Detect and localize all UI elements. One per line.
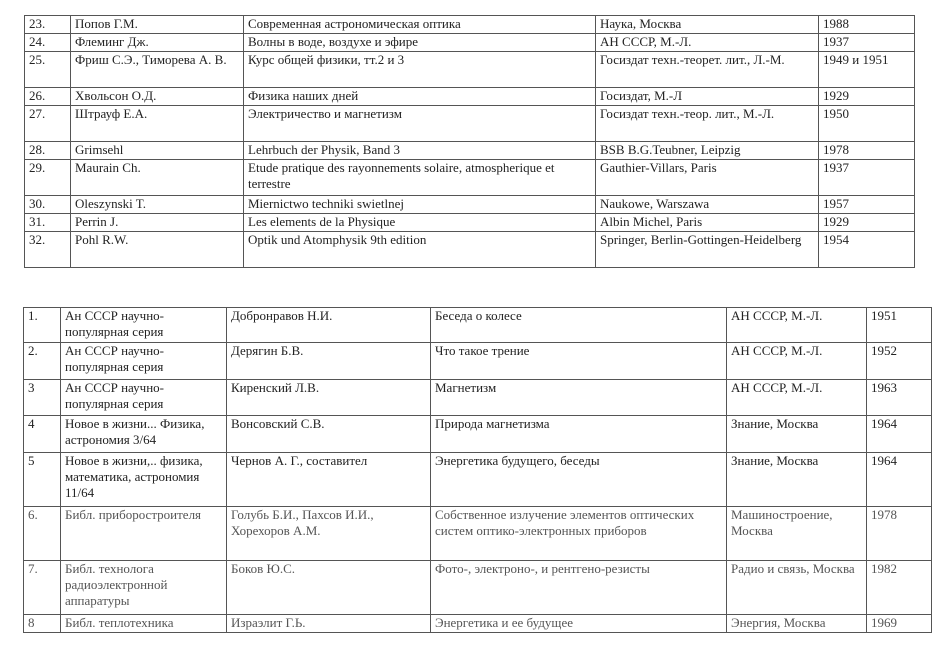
author-cell: Добронравов Н.И. — [227, 308, 431, 343]
table-row — [24, 561, 932, 615]
year-cell: 1937 — [819, 160, 915, 196]
series-cell: Ан СССР научно-популярная серия — [61, 308, 227, 343]
publisher-cell: Gauthier-Villars, Paris — [596, 160, 819, 196]
series-cell: Библ. теплотехника — [61, 615, 227, 633]
year-cell: 1950 — [819, 106, 915, 142]
row-number: 30. — [25, 196, 71, 214]
row-number: 8 — [24, 615, 61, 633]
series-cell: Ан СССР научно-популярная серия — [61, 343, 227, 380]
author-cell: Штрауф Е.А. — [71, 106, 244, 142]
series-cell: Библ. приборостроителя — [61, 507, 227, 561]
table-row — [24, 380, 932, 416]
row-number: 6. — [24, 507, 61, 561]
title-cell: Современная астрономическая оптика — [244, 16, 596, 34]
table-row — [25, 214, 915, 232]
title-cell: Etude pratique des rayonnements solaire, atmospherique et terrestre — [244, 160, 596, 196]
title-cell: Физика наших дней — [244, 88, 596, 106]
table-row — [24, 416, 932, 453]
publisher-cell: Знание, Москва — [727, 416, 867, 453]
title-cell: Электричество и магнетизм — [244, 106, 596, 142]
author-cell: Попов Г.М. — [71, 16, 244, 34]
table-row — [25, 16, 915, 34]
series-cell: Библ. технолога радиоэлектронной аппаратуры — [61, 561, 227, 615]
year-cell: 1964 — [867, 416, 932, 453]
year-cell: 1949 и 1951 — [819, 52, 915, 88]
row-number: 31. — [25, 214, 71, 232]
title-cell: Miernictwo techniki swietlnej — [244, 196, 596, 214]
year-cell: 1969 — [867, 615, 932, 633]
title-cell: Энергетика будущего, беседы — [431, 453, 727, 507]
publisher-cell: Знание, Москва — [727, 453, 867, 507]
row-number: 29. — [25, 160, 71, 196]
publisher-cell: АН СССР, М.-Л. — [596, 34, 819, 52]
publisher-cell: Albin Michel, Paris — [596, 214, 819, 232]
year-cell: 1982 — [867, 561, 932, 615]
publisher-cell: Машиностроение, Москва — [727, 507, 867, 561]
publisher-cell: Госиздат техн.-теорет. лит., Л.-М. — [596, 52, 819, 88]
author-cell: Голубь Б.И., Пахсов И.И., Хорехоров А.М. — [227, 507, 431, 561]
title-cell: Собственное излучение элементов оптических систем оптико-электронных приборов — [431, 507, 727, 561]
table-row — [24, 308, 932, 343]
year-cell: 1963 — [867, 380, 932, 416]
table-row — [24, 343, 932, 380]
table-row — [25, 52, 915, 88]
year-cell: 1957 — [819, 196, 915, 214]
row-number: 23. — [25, 16, 71, 34]
title-cell: Энергетика и ее будущее — [431, 615, 727, 633]
author-cell: Perrin J. — [71, 214, 244, 232]
year-cell: 1988 — [819, 16, 915, 34]
table-row — [25, 160, 915, 196]
year-cell: 1929 — [819, 214, 915, 232]
author-cell: Grimsehl — [71, 142, 244, 160]
author-cell: Maurain Ch. — [71, 160, 244, 196]
author-cell: Хвольсон О.Д. — [71, 88, 244, 106]
publisher-cell: Springer, Berlin-Gottingen-Heidelberg — [596, 232, 819, 268]
table-row — [25, 142, 915, 160]
series-cell: Новое в жизни,.. физика, математика, астрономия 11/64 — [61, 453, 227, 507]
title-cell: Природа магнетизма — [431, 416, 727, 453]
year-cell: 1937 — [819, 34, 915, 52]
year-cell: 1978 — [867, 507, 932, 561]
row-number: 24. — [25, 34, 71, 52]
publisher-cell: АН СССР, М.-Л. — [727, 343, 867, 380]
author-cell: Oleszynski T. — [71, 196, 244, 214]
title-cell: Les elements de la Physique — [244, 214, 596, 232]
year-cell: 1929 — [819, 88, 915, 106]
author-cell: Боков Ю.С. — [227, 561, 431, 615]
row-number: 28. — [25, 142, 71, 160]
row-number: 32. — [25, 232, 71, 268]
table-row — [25, 106, 915, 142]
author-cell: Чернов А. Г., составител — [227, 453, 431, 507]
publisher-cell: BSB B.G.Teubner, Leipzig — [596, 142, 819, 160]
year-cell: 1954 — [819, 232, 915, 268]
table-row — [24, 507, 932, 561]
row-number: 26. — [25, 88, 71, 106]
bibliography-table-1 — [24, 15, 915, 268]
publisher-cell: Госиздат техн.-теор. лит., М.-Л. — [596, 106, 819, 142]
row-number: 27. — [25, 106, 71, 142]
table-row — [24, 615, 932, 633]
title-cell: Что такое трение — [431, 343, 727, 380]
row-number: 1. — [24, 308, 61, 343]
bibliography-table-2 — [23, 307, 932, 633]
title-cell: Магнетизм — [431, 380, 727, 416]
author-cell: Дерягин Б.В. — [227, 343, 431, 380]
row-number: 3 — [24, 380, 61, 416]
series-cell: Новое в жизни... Физика, астрономия 3/64 — [61, 416, 227, 453]
year-cell: 1978 — [819, 142, 915, 160]
year-cell: 1952 — [867, 343, 932, 380]
title-cell: Фото-, электроно-, и рентгено-резисты — [431, 561, 727, 615]
publisher-cell: Радио и связь, Москва — [727, 561, 867, 615]
table-row — [25, 232, 915, 268]
publisher-cell: Госиздат, М.-Л — [596, 88, 819, 106]
table-row — [25, 88, 915, 106]
year-cell: 1964 — [867, 453, 932, 507]
title-cell: Волны в воде, воздухе и эфире — [244, 34, 596, 52]
author-cell: Киренский Л.В. — [227, 380, 431, 416]
row-number: 2. — [24, 343, 61, 380]
title-cell: Lehrbuch der Physik, Band 3 — [244, 142, 596, 160]
author-cell: Фриш С.Э., Тиморева А. В. — [71, 52, 244, 88]
table-row — [24, 453, 932, 507]
author-cell: Вонсовский С.В. — [227, 416, 431, 453]
series-cell: Ан СССР научно-популярная серия — [61, 380, 227, 416]
publisher-cell: АН СССР, М.-Л. — [727, 380, 867, 416]
title-cell: Optik und Atomphysik 9th edition — [244, 232, 596, 268]
publisher-cell: Naukowe, Warszawa — [596, 196, 819, 214]
table-row — [25, 196, 915, 214]
row-number: 25. — [25, 52, 71, 88]
publisher-cell: Наука, Москва — [596, 16, 819, 34]
publisher-cell: АН СССР, М.-Л. — [727, 308, 867, 343]
title-cell: Курс общей физики, тт.2 и 3 — [244, 52, 596, 88]
author-cell: Pohl R.W. — [71, 232, 244, 268]
author-cell: Израэлит Г.Ь. — [227, 615, 431, 633]
publisher-cell: Энергия, Москва — [727, 615, 867, 633]
row-number: 5 — [24, 453, 61, 507]
year-cell: 1951 — [867, 308, 932, 343]
title-cell: Беседа о колесе — [431, 308, 727, 343]
row-number: 7. — [24, 561, 61, 615]
author-cell: Флеминг Дж. — [71, 34, 244, 52]
row-number: 4 — [24, 416, 61, 453]
table-row — [25, 34, 915, 52]
